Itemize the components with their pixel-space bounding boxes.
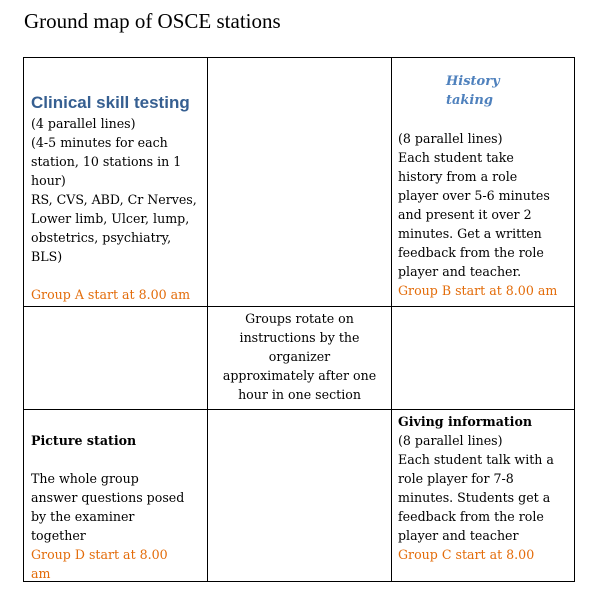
group-a-start: Group A start at 8.00 am [31, 287, 191, 302]
picture-line: by the examiner [31, 509, 135, 524]
page-title: Ground map of OSCE stations [24, 9, 281, 33]
giving-line: minutes. Students get a [398, 490, 551, 505]
history-line: feedback from the role [398, 245, 544, 260]
rotation-line: Groups rotate on [245, 311, 354, 326]
history-line: and present it over 2 [398, 207, 532, 222]
picture-station-heading: Picture station [31, 433, 137, 448]
clinical-line: (4 parallel lines) [31, 116, 136, 131]
giving-line: feedback from the role [398, 509, 544, 524]
clinical-line: Lower limb, Ulcer, lump, [31, 211, 190, 226]
giving-information-cell [398, 412, 574, 564]
history-line: player and teacher. [398, 264, 522, 279]
clinical-skill-heading: Clinical skill testing [31, 93, 190, 112]
clinical-line: obstetrics, psychiatry, [31, 230, 172, 245]
history-line: (8 parallel lines) [398, 131, 503, 146]
group-d-start-cont: am [31, 566, 51, 581]
history-line: Each student take [398, 150, 514, 165]
clinical-skill-cell [31, 92, 207, 304]
rotation-line: hour in one section [238, 387, 361, 402]
history-taking-heading [398, 72, 574, 110]
rotation-instructions-cell [208, 309, 391, 404]
giving-line: Each student talk with a [398, 452, 554, 467]
clinical-line: (4-5 minutes for each [31, 135, 168, 150]
history-taking-cell [398, 72, 574, 300]
row-divider-2 [24, 409, 574, 410]
clinical-line: BLS) [31, 249, 63, 264]
group-c-start: Group C start at 8.00 [398, 547, 535, 562]
picture-line: together [31, 528, 86, 543]
giving-line: role player for 7-8 [398, 471, 514, 486]
rotation-line: instructions by the [239, 330, 360, 345]
clinical-line: station, 10 stations in 1 [31, 154, 182, 169]
clinical-line: RS, CVS, ABD, Cr Nerves, [31, 192, 197, 207]
giving-line: player and teacher [398, 528, 519, 543]
picture-line: answer questions posed [31, 490, 185, 505]
history-line: minutes. Get a written [398, 226, 542, 241]
rotation-line: organizer [268, 349, 331, 364]
history-heading-line: History [446, 74, 500, 89]
picture-line: The whole group [31, 471, 139, 486]
history-line: player over 5-6 minutes [398, 188, 550, 203]
station-map-table [23, 57, 575, 582]
history-line: history from a role [398, 169, 518, 184]
giving-line: (8 parallel lines) [398, 433, 503, 448]
picture-station-cell [31, 431, 207, 583]
group-d-start: Group D start at 8.00 [31, 547, 168, 562]
group-b-start: Group B start at 8.00 am [398, 283, 558, 298]
clinical-line: hour) [31, 173, 66, 188]
rotation-line: approximately after one [222, 368, 377, 383]
history-heading-line: taking [446, 93, 493, 108]
column-divider-2 [391, 58, 392, 581]
giving-information-heading: Giving information [398, 414, 533, 429]
row-divider-1 [24, 306, 574, 307]
